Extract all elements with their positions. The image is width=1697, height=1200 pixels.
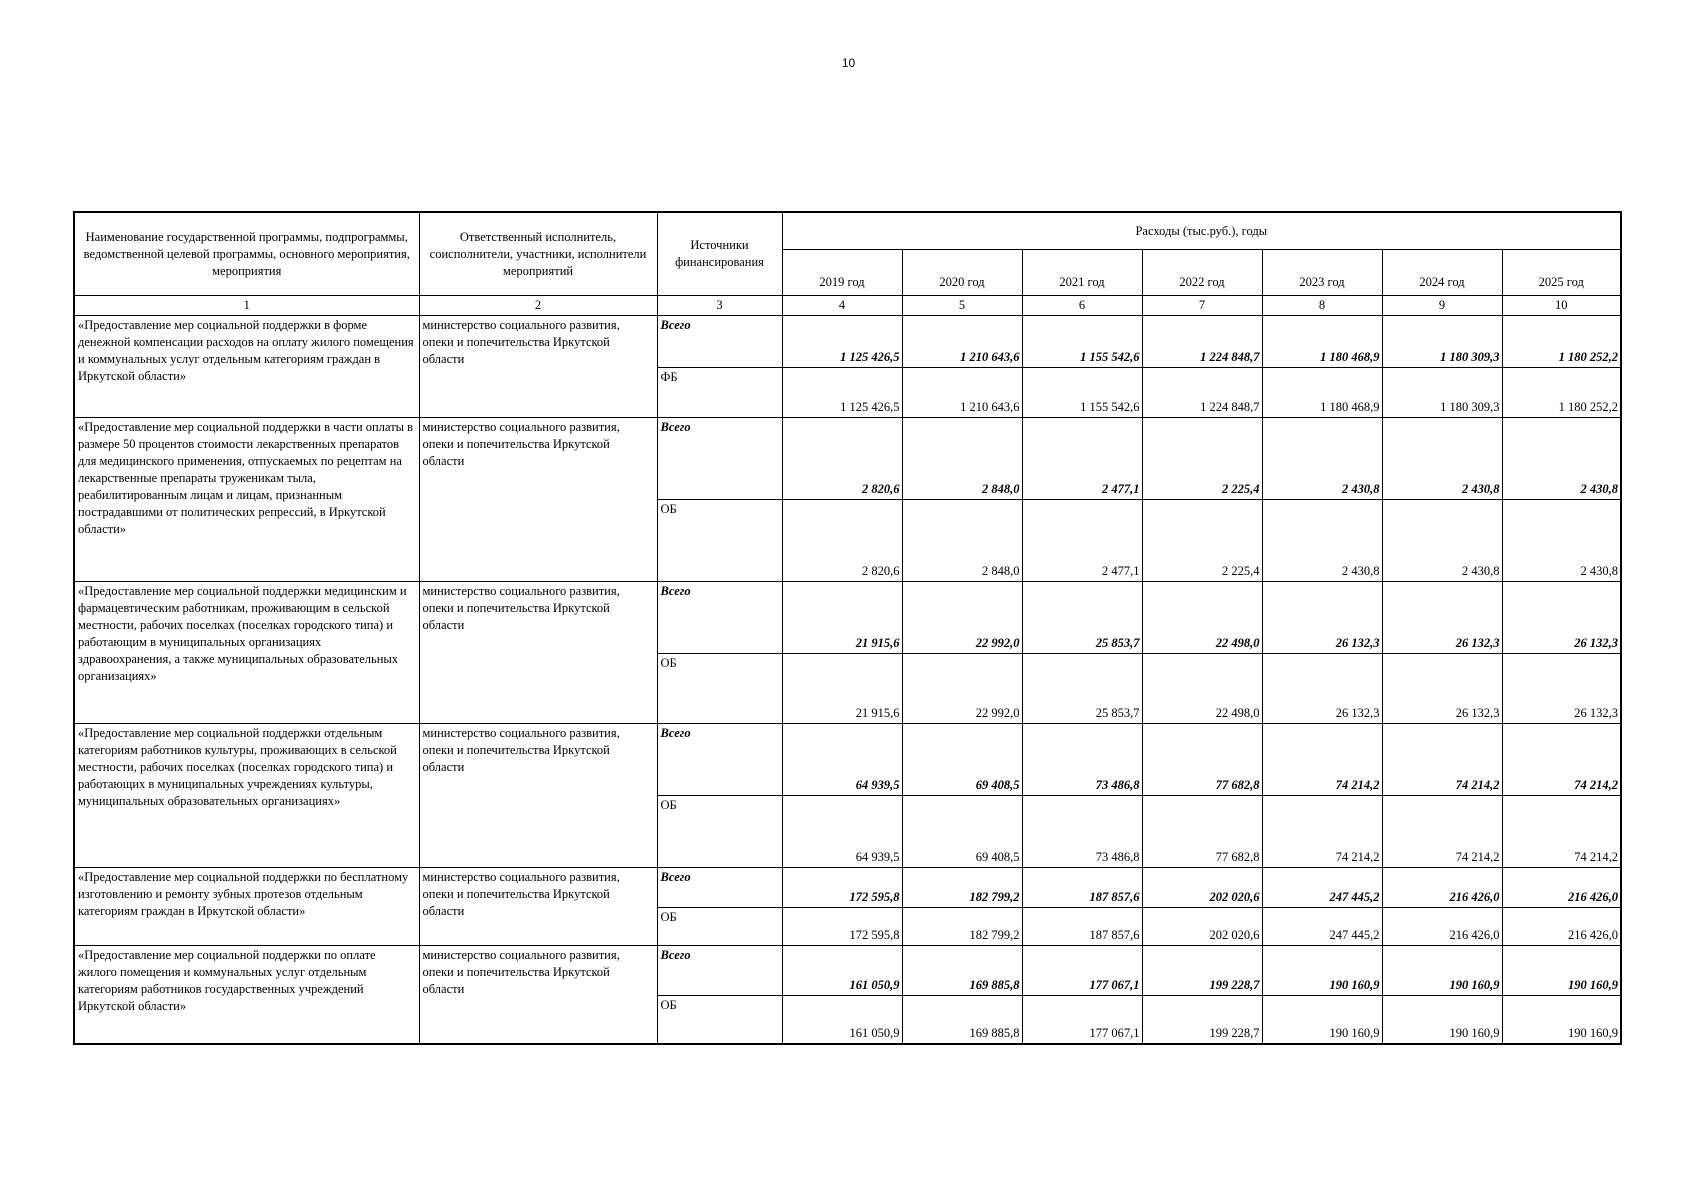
source-value: 216 426,0	[1382, 908, 1502, 946]
total-value: 1 210 643,6	[902, 316, 1022, 368]
source-value: 216 426,0	[1502, 908, 1621, 946]
header-year: 2022 год	[1142, 250, 1262, 296]
source-value: 26 132,3	[1382, 654, 1502, 724]
source-value: 1 155 542,6	[1022, 368, 1142, 418]
source-value: 247 445,2	[1262, 908, 1382, 946]
header-year: 2020 год	[902, 250, 1022, 296]
source-value: 199 228,7	[1142, 996, 1262, 1044]
column-number: 8	[1262, 296, 1382, 316]
total-value: 2 477,1	[1022, 418, 1142, 500]
total-value: 64 939,5	[782, 724, 902, 796]
source-value: 172 595,8	[782, 908, 902, 946]
source-value: 26 132,3	[1262, 654, 1382, 724]
total-value: 22 498,0	[1142, 582, 1262, 654]
source-total-label: Всего	[657, 946, 782, 996]
source-value: 1 210 643,6	[902, 368, 1022, 418]
column-number: 7	[1142, 296, 1262, 316]
total-value: 2 430,8	[1502, 418, 1621, 500]
total-value: 182 799,2	[902, 868, 1022, 908]
total-value: 190 160,9	[1502, 946, 1621, 996]
source-label: ОБ	[657, 654, 782, 724]
source-total-label: Всего	[657, 724, 782, 796]
measure-name: «Предоставление мер социальной поддержки в форме денежной компенсации расходов на оплату жилого помещения и коммунальных услуг отдельным категориям граждан в Иркутской области»	[74, 316, 419, 418]
measure-name: «Предоставление мер социальной поддержки отдельным категориям работников культуры, проживающих в сельской местности, рабочих поселках (поселках городского типа) и работающих в муниципальных учреждениях культуры, муниципальных образовательных организациях»	[74, 724, 419, 868]
total-value: 1 180 252,2	[1502, 316, 1621, 368]
total-value: 1 125 426,5	[782, 316, 902, 368]
total-value: 22 992,0	[902, 582, 1022, 654]
source-label: ОБ	[657, 796, 782, 868]
total-value: 161 050,9	[782, 946, 902, 996]
total-value: 69 408,5	[902, 724, 1022, 796]
source-value: 73 486,8	[1022, 796, 1142, 868]
measure-name: «Предоставление мер социальной поддержки в части оплаты в размере 50 процентов стоимости лекарственных препаратов для медицинского применения, отпускаемых по рецептам на лекарственные препараты труженикам тыла, реабилитированным лицам и лицам, признанным пострадавшими от политических репрессий, в Иркутской области»	[74, 418, 419, 582]
total-value: 247 445,2	[1262, 868, 1382, 908]
source-value: 182 799,2	[902, 908, 1022, 946]
source-value: 2 820,6	[782, 500, 902, 582]
table-row	[74, 868, 1621, 908]
source-value: 187 857,6	[1022, 908, 1142, 946]
source-value: 2 430,8	[1262, 500, 1382, 582]
source-value: 22 992,0	[902, 654, 1022, 724]
total-value: 74 214,2	[1262, 724, 1382, 796]
header-year: 2023 год	[1262, 250, 1382, 296]
total-value: 74 214,2	[1502, 724, 1621, 796]
column-number: 1	[74, 296, 419, 316]
column-number: 10	[1502, 296, 1621, 316]
source-value: 74 214,2	[1382, 796, 1502, 868]
source-value: 1 180 468,9	[1262, 368, 1382, 418]
responsible-executor: министерство социального развития, опеки и попечительства Иркутской области	[419, 868, 657, 946]
source-label: ОБ	[657, 908, 782, 946]
table-row	[74, 582, 1621, 654]
source-value: 74 214,2	[1502, 796, 1621, 868]
total-value: 2 820,6	[782, 418, 902, 500]
table-body	[74, 316, 1621, 1044]
source-value: 21 915,6	[782, 654, 902, 724]
measure-name: «Предоставление мер социальной поддержки по оплате жилого помещения и коммунальных услуг отдельным категориям работников государственных учреждений Иркутской области»	[74, 946, 419, 1044]
responsible-executor: министерство социального развития, опеки и попечительства Иркутской области	[419, 582, 657, 724]
total-value: 77 682,8	[1142, 724, 1262, 796]
source-value: 1 125 426,5	[782, 368, 902, 418]
source-value: 169 885,8	[902, 996, 1022, 1044]
total-value: 26 132,3	[1262, 582, 1382, 654]
total-value: 21 915,6	[782, 582, 902, 654]
column-number: 9	[1382, 296, 1502, 316]
source-value: 74 214,2	[1262, 796, 1382, 868]
source-value: 2 430,8	[1382, 500, 1502, 582]
source-total-label: Всего	[657, 582, 782, 654]
source-value: 177 067,1	[1022, 996, 1142, 1044]
total-value: 26 132,3	[1382, 582, 1502, 654]
total-value: 177 067,1	[1022, 946, 1142, 996]
total-value: 172 595,8	[782, 868, 902, 908]
responsible-executor: министерство социального развития, опеки и попечительства Иркутской области	[419, 724, 657, 868]
source-value: 202 020,6	[1142, 908, 1262, 946]
source-value: 161 050,9	[782, 996, 902, 1044]
column-number: 6	[1022, 296, 1142, 316]
expenses-table	[73, 211, 1622, 1045]
table-row	[74, 724, 1621, 796]
header-sources: Источники финансирования	[657, 212, 782, 296]
total-value: 1 180 468,9	[1262, 316, 1382, 368]
source-value: 2 477,1	[1022, 500, 1142, 582]
source-value: 1 180 252,2	[1502, 368, 1621, 418]
total-value: 2 430,8	[1262, 418, 1382, 500]
responsible-executor: министерство социального развития, опеки и попечительства Иркутской области	[419, 946, 657, 1044]
source-value: 77 682,8	[1142, 796, 1262, 868]
column-number: 4	[782, 296, 902, 316]
source-value: 190 160,9	[1502, 996, 1621, 1044]
total-value: 216 426,0	[1502, 868, 1621, 908]
page-number: 10	[841, 56, 856, 70]
total-value: 202 020,6	[1142, 868, 1262, 908]
total-value: 169 885,8	[902, 946, 1022, 996]
header-year: 2019 год	[782, 250, 902, 296]
header-name: Наименование государственной программы, подпрограммы, ведомственной целевой программы, основного мероприятия, мероприятия	[74, 212, 419, 296]
source-value: 1 224 848,7	[1142, 368, 1262, 418]
total-value: 190 160,9	[1262, 946, 1382, 996]
table-row	[74, 946, 1621, 996]
source-value: 22 498,0	[1142, 654, 1262, 724]
table-row	[74, 316, 1621, 368]
responsible-executor: министерство социального развития, опеки и попечительства Иркутской области	[419, 418, 657, 582]
total-value: 2 430,8	[1382, 418, 1502, 500]
measure-name: «Предоставление мер социальной поддержки медицинским и фармацевтическим работникам, проживающим в сельской местности, рабочих поселках (поселках городского типа) и работающим в муниципальных организациях здравоохранения, а также муниципальных образовательных организациях»	[74, 582, 419, 724]
total-value: 73 486,8	[1022, 724, 1142, 796]
header-year: 2024 год	[1382, 250, 1502, 296]
header-responsible: Ответственный исполнитель, соисполнители, участники, исполнители мероприятий	[419, 212, 657, 296]
header-year: 2021 год	[1022, 250, 1142, 296]
source-total-label: Всего	[657, 418, 782, 500]
header-expenses: Расходы (тыс.руб.), годы	[782, 212, 1621, 250]
source-value: 190 160,9	[1262, 996, 1382, 1044]
source-label: ОБ	[657, 996, 782, 1044]
column-numbers-row	[74, 296, 1621, 316]
source-value: 2 225,4	[1142, 500, 1262, 582]
source-value: 2 430,8	[1502, 500, 1621, 582]
source-value: 1 180 309,3	[1382, 368, 1502, 418]
source-label: ФБ	[657, 368, 782, 418]
source-value: 2 848,0	[902, 500, 1022, 582]
source-label: ОБ	[657, 500, 782, 582]
measure-name: «Предоставление мер социальной поддержки по бесплатному изготовлению и ремонту зубных протезов отдельным категориям граждан в Иркутской области»	[74, 868, 419, 946]
source-total-label: Всего	[657, 868, 782, 908]
responsible-executor: министерство социального развития, опеки и попечительства Иркутской области	[419, 316, 657, 418]
total-value: 25 853,7	[1022, 582, 1142, 654]
total-value: 199 228,7	[1142, 946, 1262, 996]
column-number: 5	[902, 296, 1022, 316]
source-value: 25 853,7	[1022, 654, 1142, 724]
total-value: 74 214,2	[1382, 724, 1502, 796]
source-value: 190 160,9	[1382, 996, 1502, 1044]
table-row	[74, 418, 1621, 500]
source-value: 64 939,5	[782, 796, 902, 868]
column-number: 2	[419, 296, 657, 316]
total-value: 187 857,6	[1022, 868, 1142, 908]
source-value: 69 408,5	[902, 796, 1022, 868]
total-value: 26 132,3	[1502, 582, 1621, 654]
header-year: 2025 год	[1502, 250, 1621, 296]
total-value: 1 180 309,3	[1382, 316, 1502, 368]
total-value: 2 848,0	[902, 418, 1022, 500]
source-value: 26 132,3	[1502, 654, 1621, 724]
total-value: 1 224 848,7	[1142, 316, 1262, 368]
source-total-label: Всего	[657, 316, 782, 368]
total-value: 190 160,9	[1382, 946, 1502, 996]
total-value: 2 225,4	[1142, 418, 1262, 500]
column-number: 3	[657, 296, 782, 316]
total-value: 216 426,0	[1382, 868, 1502, 908]
total-value: 1 155 542,6	[1022, 316, 1142, 368]
